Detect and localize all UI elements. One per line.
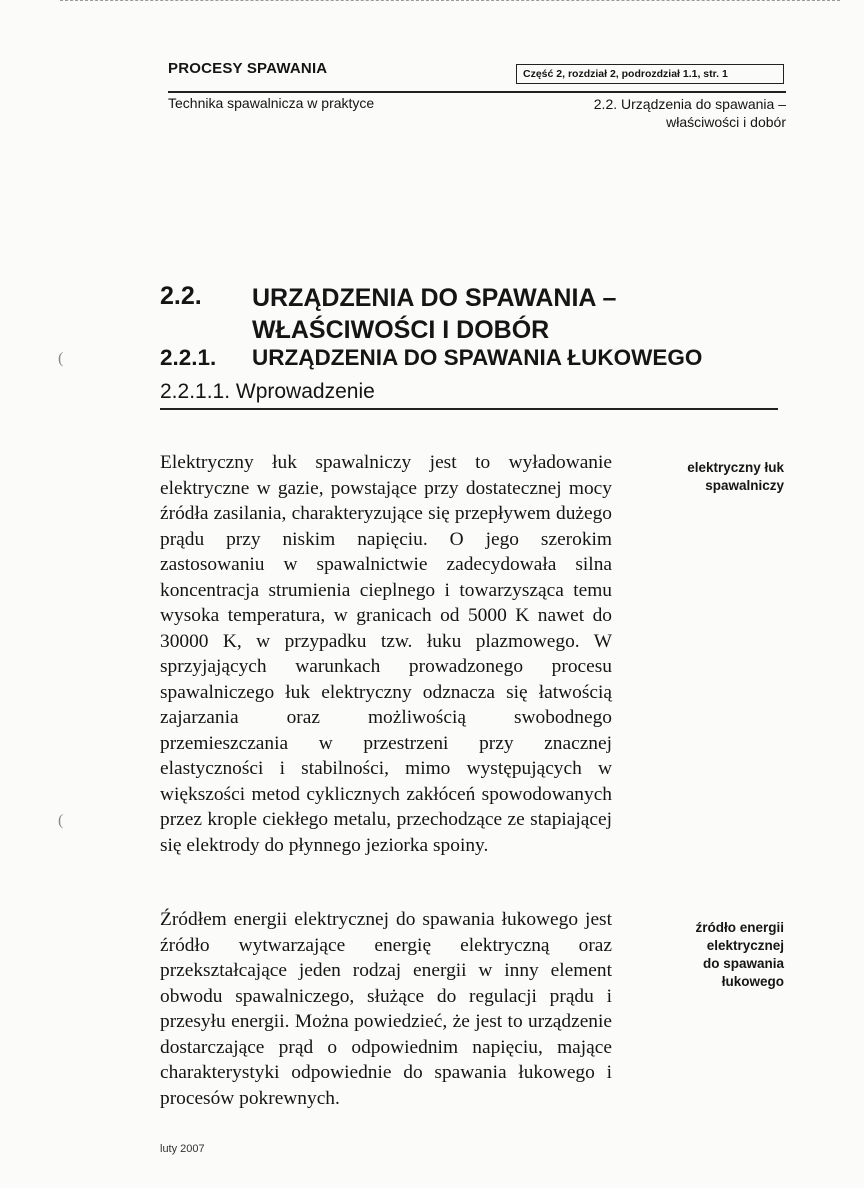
margin-note-2-line1: źródło energii [695, 920, 784, 935]
margin-note-2-line3: do spawania [702, 956, 784, 971]
location-box: Część 2, rozdział 2, podrozdział 1.1, str. 1 [516, 64, 784, 84]
margin-note-2 [644, 919, 784, 991]
chapter-number: 2.2. [160, 282, 202, 310]
section-title: URZĄDZENIA DO SPAWANIA ŁUKOWEGO [252, 345, 703, 370]
section-reference [594, 95, 786, 131]
chapter-title [252, 282, 616, 346]
margin-note-1-line2: spawalniczy [705, 478, 784, 493]
scan-margin-mark: ( [58, 812, 64, 829]
margin-note-1-line1: elektryczny łuk [687, 460, 784, 475]
body-paragraph-1: Elektryczny łuk spawalniczy jest to wyładowanie elektryczne w gazie, powstające przy dostatecznej mocy źródła zasilania, charakteryzujące się przepływem dużego prądu przy niskim napięciu. O jego szerokim zastosowaniu w spawalnictwie zadecydowała silna koncentracja strumienia cieplnego i towarzysząca temu wysoka temperatura, w granicach od 5000 K nawet do 30000 K, w przypadku tzw. łuku plazmowego. W sprzyjających warunkach prowadzonego procesu spawalniczego łuk elektryczny odznacza się łatwością zajarzania oraz możliwością swobodnego przemieszczania w przestrzeni przy znacznej elastyczności i stabilności, mimo występujących w większości metod cyklicznych zakłóceń spowodowanych przez krople ciekłego metalu, przechodzące ze stapiającej się elektrody do płynnego jeziorka spoiny. [160, 452, 612, 856]
publication-title: PROCESY SPAWANIA [168, 60, 328, 77]
header-divider [168, 91, 786, 93]
body-paragraph-2: Źródłem energii elektrycznej do spawania łukowego jest źródło wytwarzające energię elektryczną oraz przekształcające jeden rodzaj energii w inny element obwodu spawalniczego, służące do regulacji prądu i przesyłu energii. Można powiedzieć, że jest to urządzenie dostarczające prąd o odpowiednim napięciu, mające charakterystyki odpowiednie do spawania łukowego i procesów pokrewnych. [160, 909, 612, 1109]
chapter-title-line2: WŁAŚCIWOŚCI I DOBÓR [252, 316, 550, 344]
section-number: 2.2.1. [160, 345, 217, 370]
footer-date: luty 2007 [160, 1143, 205, 1155]
section-reference-line1: 2.2. Urządzenia do spawania – [593, 96, 786, 112]
heading-divider [160, 408, 778, 410]
scan-margin-mark: ( [58, 350, 64, 367]
margin-note-1 [644, 459, 784, 495]
subsection-title: 2.2.1.1. Wprowadzenie [160, 380, 375, 403]
publication-subtitle: Technika spawalnicza w praktyce [168, 95, 375, 111]
section-reference-line2: właściwości i dobór [666, 114, 786, 130]
margin-note-2-line2: elektrycznej [706, 938, 784, 953]
chapter-title-line1: URZĄDZENIA DO SPAWANIA – [252, 284, 617, 312]
scan-border [60, 0, 840, 3]
margin-note-2-line4: łukowego [721, 974, 784, 989]
